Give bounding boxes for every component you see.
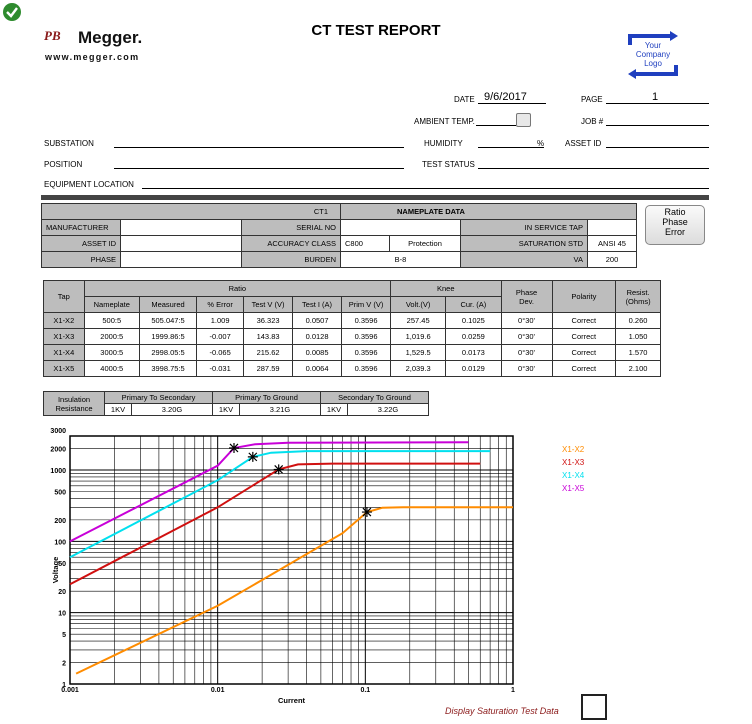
y-tick-label: 1 [62,682,66,689]
accuracy-class-label: ACCURACY CLASS [242,236,341,252]
prim-v-cell: 0.3596 [342,345,391,361]
asset-id-field[interactable] [606,147,709,148]
measured-cell: 3998.75:5 [139,361,196,377]
tap-cell: X1-X2 [44,313,85,329]
nameplate-cell: 4000:5 [84,361,139,377]
y-tick-label: 2000 [50,446,66,454]
tap-cell: X1-X5 [44,361,85,377]
measured-cell: 505.047:5 [139,313,196,329]
error-cell: -0.065 [197,345,244,361]
humidity-label: HUMIDITY [424,139,463,148]
tap-cell: X1-X4 [44,345,85,361]
test-status-field[interactable] [478,168,709,169]
insulation-value: 3.22G [348,404,429,416]
x-tick-label: 0.1 [360,687,371,694]
polarity-cell: Correct [552,329,616,345]
humidity-field[interactable] [478,147,544,148]
insulation-label-line: Insulation [57,394,91,404]
accuracy-class-type[interactable]: Protection [390,236,461,252]
y-tick-label: 1000 [50,468,66,476]
table-row[interactable] [44,361,661,377]
measured-cell: 2998.05:5 [139,345,196,361]
polarity-cell: Correct [552,361,616,377]
legend-entry: X1-X2 [562,445,585,454]
legend-entry: X1-X4 [562,471,585,480]
measured-cell: 1999.86:5 [139,329,196,345]
in-service-tap-label: IN SERVICE TAP [461,220,588,236]
test-status-label: TEST STATUS [422,160,475,169]
date-value[interactable]: 9/6/2017 [484,91,527,103]
col-header: Test I (A) [293,297,342,313]
knee-point-marker [248,452,258,462]
polarity-cell: Correct [552,345,616,361]
tap-header: Tap [44,281,85,313]
y-tick-label: 100 [54,539,66,547]
date-field-line [478,103,546,104]
page-value[interactable]: 1 [652,91,659,103]
serial-value[interactable] [341,220,461,236]
substation-field[interactable] [114,147,404,148]
saturation-chart [0,420,752,710]
ambient-temp-line [476,125,516,126]
test-v-cell: 143.83 [244,329,293,345]
insulation-value: 3.21G [240,404,321,416]
asset-id-np-label: ASSET ID [42,236,121,252]
knee-volt-cell: 1,019.6 [391,329,446,345]
insulation-header: Primary To Ground [213,392,321,404]
phase-dev-cell: 0°30' [501,361,552,377]
col-header: Measured [139,297,196,313]
x-tick-label: 1 [511,687,515,694]
substation-label: SUBSTATION [44,139,94,148]
x-axis-label: Current [277,696,306,705]
burden-value[interactable]: B-8 [341,252,461,268]
equipment-location-label: EQUIPMENT LOCATION [44,180,134,189]
col-header: Cur. (A) [446,297,501,313]
knee-point-marker [274,464,284,474]
resist-header [616,281,661,313]
ratio-phase-error-line: Ratio [664,207,686,217]
ratio-phase-error-line: Error [665,227,685,237]
test-i-cell: 0.0507 [293,313,342,329]
error-cell: -0.031 [197,361,244,377]
company-logo-line: Logo [644,59,662,68]
phase-value[interactable] [121,252,242,268]
va-value[interactable]: 200 [588,252,637,268]
knee-point-marker [362,507,372,517]
nameplate-table [41,203,637,268]
asset-id-np-value[interactable] [121,236,242,252]
job-label: JOB # [581,117,604,126]
page-label: PAGE [581,95,603,104]
y-tick-label: 50 [58,560,66,568]
knee-cur-cell: 0.0173 [446,345,501,361]
knee-volt-cell: 257.45 [391,313,446,329]
nameplate-cell: 3000:5 [84,345,139,361]
test-v-cell: 215.62 [244,345,293,361]
brand-url: www.megger.com [45,52,140,62]
y-tick-label: 10 [58,610,66,618]
phase-dev-header-line: Phase [515,287,538,297]
ratio-phase-error-button[interactable] [645,205,705,245]
table-row[interactable] [44,345,661,361]
display-saturation-label: Display Saturation Test Data [445,706,559,716]
nameplate-cell: 2000:5 [84,329,139,345]
polarity-cell: Correct [552,313,616,329]
nameplate-cell: 500:5 [84,313,139,329]
date-label: DATE [454,95,475,104]
phase-dev-header [501,281,552,313]
table-row[interactable] [44,313,661,329]
table-row[interactable] [44,329,661,345]
test-i-cell: 0.0128 [293,329,342,345]
serial-label: SERIAL NO [242,220,341,236]
prim-v-cell: 0.3596 [342,329,391,345]
page-field-line [606,103,709,104]
error-cell: -0.007 [197,329,244,345]
test-v-cell: 287.59 [244,361,293,377]
section-divider [41,195,709,200]
company-logo-arrows-icon [622,31,684,79]
error-cell: 1.009 [197,313,244,329]
ratio-group-header: Ratio [84,281,390,297]
insulation-unit: 1KV [321,404,348,416]
equipment-location-field[interactable] [142,188,709,189]
nameplate-heading: NAMEPLATE DATA [341,204,637,220]
x-tick-label: 0.001 [61,687,79,694]
insulation-label [44,392,105,416]
ambient-temp-input[interactable] [516,113,531,127]
ratio-table [43,280,661,377]
humidity-unit: % [537,139,545,148]
test-v-cell: 36.323 [244,313,293,329]
insulation-unit: 1KV [213,404,240,416]
insulation-value: 3.20G [132,404,213,416]
test-i-cell: 0.0085 [293,345,342,361]
resist-cell: 0.260 [616,313,661,329]
knee-cur-cell: 0.0129 [446,361,501,377]
job-field-line[interactable] [606,125,709,126]
insulation-unit: 1KV [105,404,132,416]
megger-logo: Megger. [78,28,143,47]
ct-label: CT1 [42,204,341,220]
company-logo-line: Company [635,50,671,59]
position-label: POSITION [44,160,83,169]
tap-cell: X1-X3 [44,329,85,345]
resist-header-line: Resist. [626,287,650,297]
accuracy-class-value[interactable]: C800 [341,236,390,252]
saturation-std-label: SATURATION STD [461,236,588,252]
resist-header-line: (Ohms) [625,296,651,306]
knee-volt-cell: 2,039.3 [391,361,446,377]
knee-group-header: Knee [391,281,501,297]
y-tick-label: 20 [58,589,66,597]
x-tick-label: 0.01 [210,687,225,694]
y-axis-label: Voltage [51,556,60,584]
resist-cell: 1.570 [616,345,661,361]
polarity-header: Polarity [552,281,616,313]
burden-label: BURDEN [242,252,341,268]
saturation-std-value[interactable]: ANSI 45 [588,236,637,252]
y-tick-label-partial: 3000 [50,428,66,435]
resist-cell: 1.050 [616,329,661,345]
prim-v-cell: 0.3596 [342,361,391,377]
insulation-table [43,391,429,416]
report-title: CT TEST REPORT [311,22,441,39]
knee-cur-cell: 0.0259 [446,329,501,345]
col-header: Prim V (V) [342,297,391,313]
megger-logo-badge: PB [44,28,61,43]
y-tick-label: 5 [62,632,66,640]
phase-label: PHASE [42,252,121,268]
asset-id-label: ASSET ID [565,139,602,148]
insulation-header: Primary To Secondary [105,392,213,404]
in-service-tap-value[interactable] [588,220,637,236]
legend-entry: X1-X5 [562,484,585,493]
ratio-phase-error-line: Phase [662,217,688,227]
va-label: VA [461,252,588,268]
ambient-temp-label: AMBIENT TEMP. [414,117,475,126]
insulation-label-line: Resistance [55,403,93,413]
test-i-cell: 0.0064 [293,361,342,377]
col-header: % Error [197,297,244,313]
knee-volt-cell: 1,529.5 [391,345,446,361]
check-icon [2,2,22,22]
phase-dev-cell: 0°30' [501,313,552,329]
prim-v-cell: 0.3596 [342,313,391,329]
phase-dev-cell: 0°30' [501,345,552,361]
col-header: Nameplate [84,297,139,313]
display-saturation-checkbox[interactable] [581,694,607,720]
legend-entry: X1-X3 [562,458,585,467]
col-header: Test V (V) [244,297,293,313]
insulation-header: Secondary To Ground [321,392,429,404]
company-logo [622,31,684,79]
resist-cell: 2.100 [616,361,661,377]
col-header: Volt.(V) [391,297,446,313]
phase-dev-header-line: Dev. [519,296,534,306]
manufacturer-label: MANUFACTURER [42,220,121,236]
position-field[interactable] [114,168,404,169]
phase-dev-cell: 0°30' [501,329,552,345]
company-logo-line: Your [644,41,662,50]
y-tick-label: 500 [54,489,66,497]
y-tick-label: 200 [54,517,66,525]
knee-cur-cell: 0.1025 [446,313,501,329]
knee-point-marker [229,443,239,453]
y-tick-label: 2 [62,660,66,668]
manufacturer-value[interactable] [121,220,242,236]
